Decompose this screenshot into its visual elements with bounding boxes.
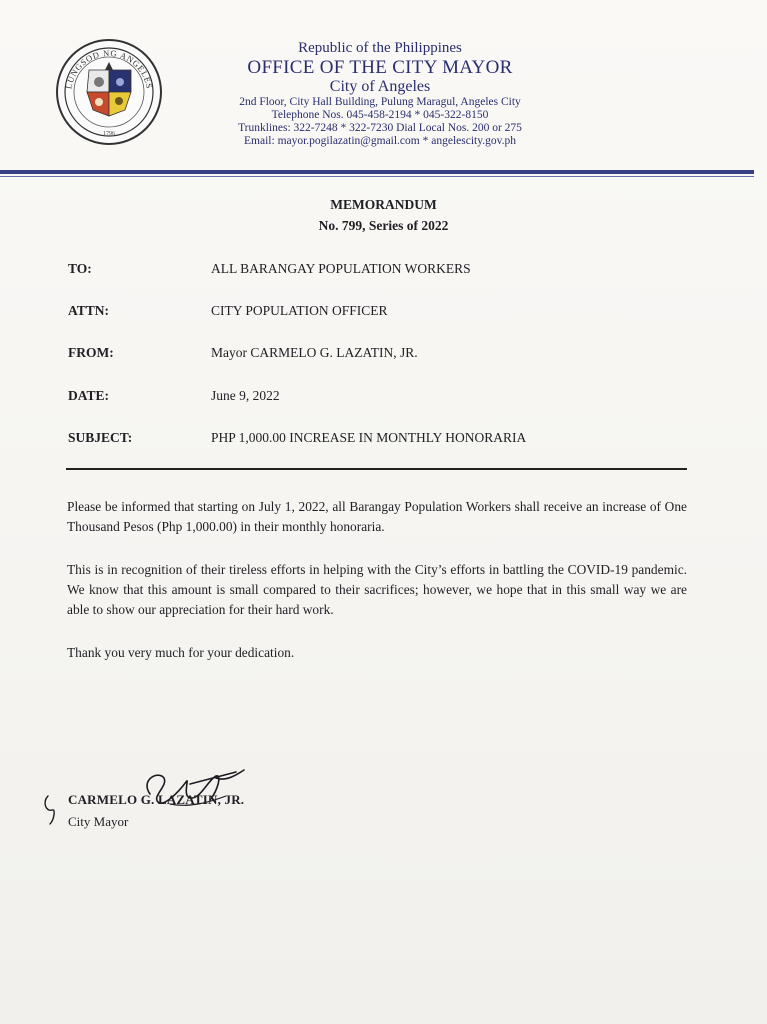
signatory-title: City Mayor [68,814,129,829]
letterhead [190,40,570,147]
body-paragraph-2: This is in recognition of their tireless efforts in helping with the City’s efforts in battling the COVID-19 pandemic. We know that this amount is small compared to their sacrifices; however, we hope that in this small way we are able to show our appreciation for their hard work. [67,562,687,617]
from-value: Mayor CARMELO G. LAZATIN, JR. [211,345,418,360]
letterhead-office: OFFICE OF THE CITY MAYOR [247,56,513,78]
letterhead-republic: Republic of the Philippines [298,40,462,56]
signatory-name: CARMELO G. LAZATIN, JR. [68,792,245,807]
subject-value: PHP 1,000.00 INCREASE IN MONTHLY HONORARIA [211,430,527,445]
letterhead-trunklines: Trunklines: 322-7248 * 322-7230 Dial Local Nos. 200 or 275 [238,121,522,134]
date-label: DATE: [68,388,110,403]
letterhead-telephone: Telephone Nos. 045-458-2194 * 045-322-8150 [271,108,489,121]
letterhead-address: 2nd Floor, City Hall Building, Pulung Maragul, Angeles City [239,95,521,108]
date-value: June 9, 2022 [211,388,280,403]
to-value: ALL BARANGAY POPULATION WORKERS [211,261,471,276]
body-paragraph-1: Please be informed that starting on July 1, 2022, all Barangay Population Workers shall receive an increase of One Thousand Pesos (Php 1,000.00) in their monthly honoraria. [67,499,687,534]
letterhead-email: Email: mayor.pogilazatin@gmail.com * angelescity.gov.ph [244,134,516,147]
svg-text:1796: 1796 [103,131,115,137]
memo-number: No. 799, Series of 2022 [318,218,449,233]
memo-title: MEMORANDUM [330,197,437,212]
subject-label: SUBJECT: [68,430,133,445]
from-label: FROM: [68,345,114,360]
letterhead-city: City of Angeles [329,78,431,96]
letterhead-rule-thin [0,176,754,177]
header-divider [66,468,687,470]
seal-lettering [55,38,163,146]
attn-value: CITY POPULATION OFFICER [211,303,388,318]
letterhead-rule [0,170,754,174]
attn-label: ATTN: [68,303,110,318]
svg-text:LUNGSOD NG ANGELES: LUNGSOD NG ANGELES [63,47,155,90]
body-paragraph-3: Thank you very much for your dedication. [67,645,295,660]
to-label: TO: [68,261,92,276]
